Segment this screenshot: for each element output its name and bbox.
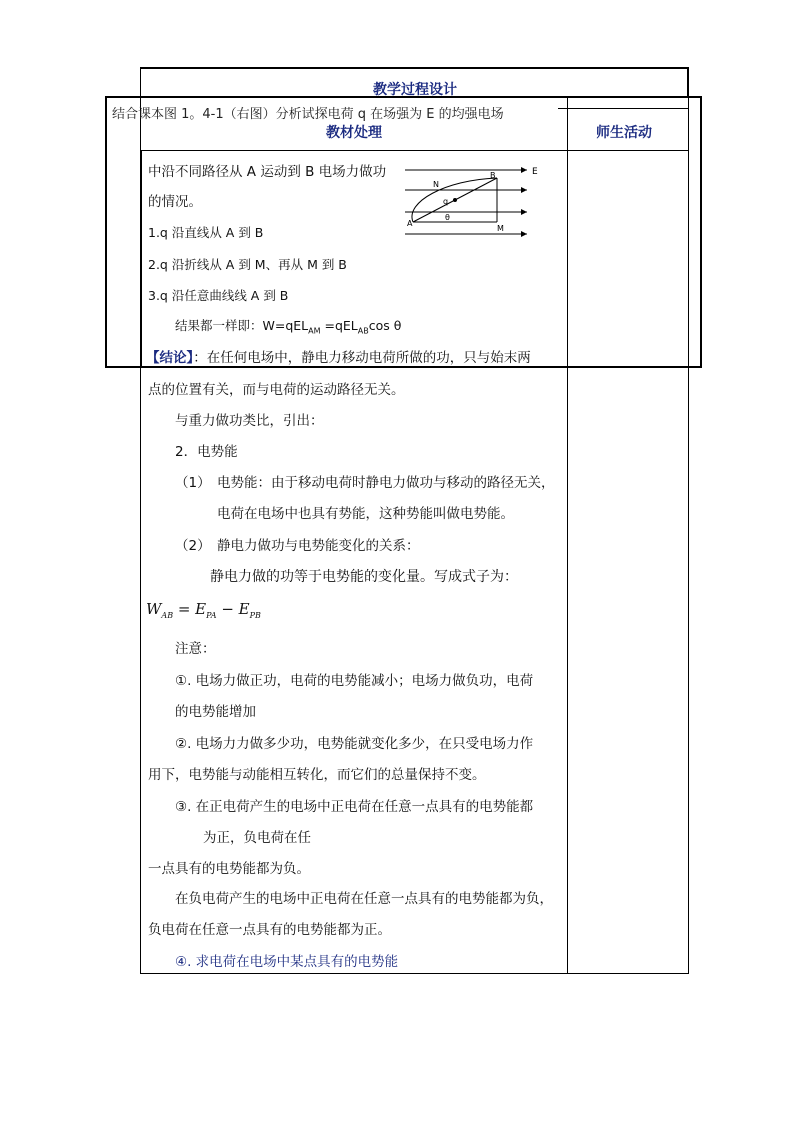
text-line2: 的情况。 [148,194,202,210]
intro-text: 结合课本图 1。4-1（右图）分析试探电荷 q 在场强为 E 的均强电场 [112,107,504,122]
charge-q [453,198,457,202]
electric-field-diagram [405,162,545,242]
text-conclusion [146,346,531,366]
overlay-box-left [105,96,107,368]
text-line1: 中沿不同路径从 A 运动到 B 电场力做功 [148,164,387,180]
result-sub1: AM [308,326,321,336]
item1-a: 电势能：由于移动电荷时静电力做功与移动的路径无关， [217,475,555,491]
table-title: 教学过程设计 [373,82,457,98]
note1-a: ①. 电场力做正功，电荷的电势能减小；电场力做负功，电荷 [175,673,534,689]
col-left-header: 教材处理 [326,125,382,141]
item2: 静电力做功与电势能变化的关系： [217,538,420,554]
item2-desc: 静电力做的功等于电势能的变化量。写成式子为： [210,569,518,585]
label-n: N [433,180,439,189]
formula-e2-sub: PB [249,611,261,620]
text-analogy: 与重力做功类比，引出： [175,413,324,429]
note2-a: ②. 电场力力做多少功，电势能就变化多少，在只受电场力作 [175,736,534,752]
label-theta: θ [445,213,450,222]
item2-num: （2） [175,538,211,554]
note3-a: ③. 在正电荷产生的电场中正电荷在任意一点具有的电势能都 [175,799,534,815]
formula-eq: = E [173,600,207,618]
note4: ④. 求电荷在电场中某点具有的电势能 [175,954,399,970]
result-sub2: AB [357,326,369,336]
note3-b: 为正，负电荷在任 [203,830,311,846]
text-section2: 2．电势能 [175,444,238,460]
conclusion-a: ：在任何电场中，静电力移动电荷所做的功，只与始末两 [193,350,531,366]
energy-formula [146,600,261,620]
text-path3: 3.q 沿任意曲线线 A 到 B [148,288,289,303]
text-result [175,316,401,336]
label-m: M [497,224,504,233]
table-header-divider [140,150,689,151]
formula-w-sub: AB [161,611,174,620]
formula-e1-sub: PA [206,611,217,620]
text-note: 注意： [175,641,216,657]
item1-b: 电荷在电场中也具有势能，这种势能叫做电势能。 [217,506,514,522]
col-right-header: 师生活动 [596,125,652,141]
result-a: 结果都一样即：W=qEL [175,318,309,333]
table-title-line-2 [558,108,689,109]
text-path2: 2.q 沿折线从 A 到 M、再从 M 到 B [148,257,347,272]
label-b: B [490,171,496,180]
note2-b: 用下，电势能与动能相互转化，而它们的总量保持不变。 [148,767,486,783]
note3-d: 在负电荷产生的电场中正电荷在任意一点具有的电势能都为负， [175,891,553,907]
label-e: E [532,167,538,177]
text-conclusion-b: 点的位置有关，而与电荷的运动路径无关。 [148,382,405,398]
note3-c: 一点具有的电势能都为负。 [148,861,310,877]
formula-minus: − E [216,600,250,618]
overlay-thick-top [140,67,689,69]
note3-e: 负电荷在任意一点具有的电势能都为正。 [148,922,391,938]
table-col-divider [567,96,568,974]
overlay-box-bottom [105,366,702,368]
label-a: A [407,219,413,228]
conclusion-tag: 【结论】 [146,350,194,366]
note1-b: 的电势能增加 [175,704,256,720]
result-end: cos θ [368,318,402,333]
table-border-right [688,68,689,974]
result-mid: =qEL [320,318,358,333]
overlay-box-right [700,96,702,368]
formula-w: W [146,600,162,618]
text-path1: 1.q 沿直线从 A 到 B [148,225,264,240]
overlay-inner-left [140,150,142,368]
label-q: q [443,197,449,206]
item1-num: （1） [175,475,211,491]
table-border-bottom [140,973,689,974]
